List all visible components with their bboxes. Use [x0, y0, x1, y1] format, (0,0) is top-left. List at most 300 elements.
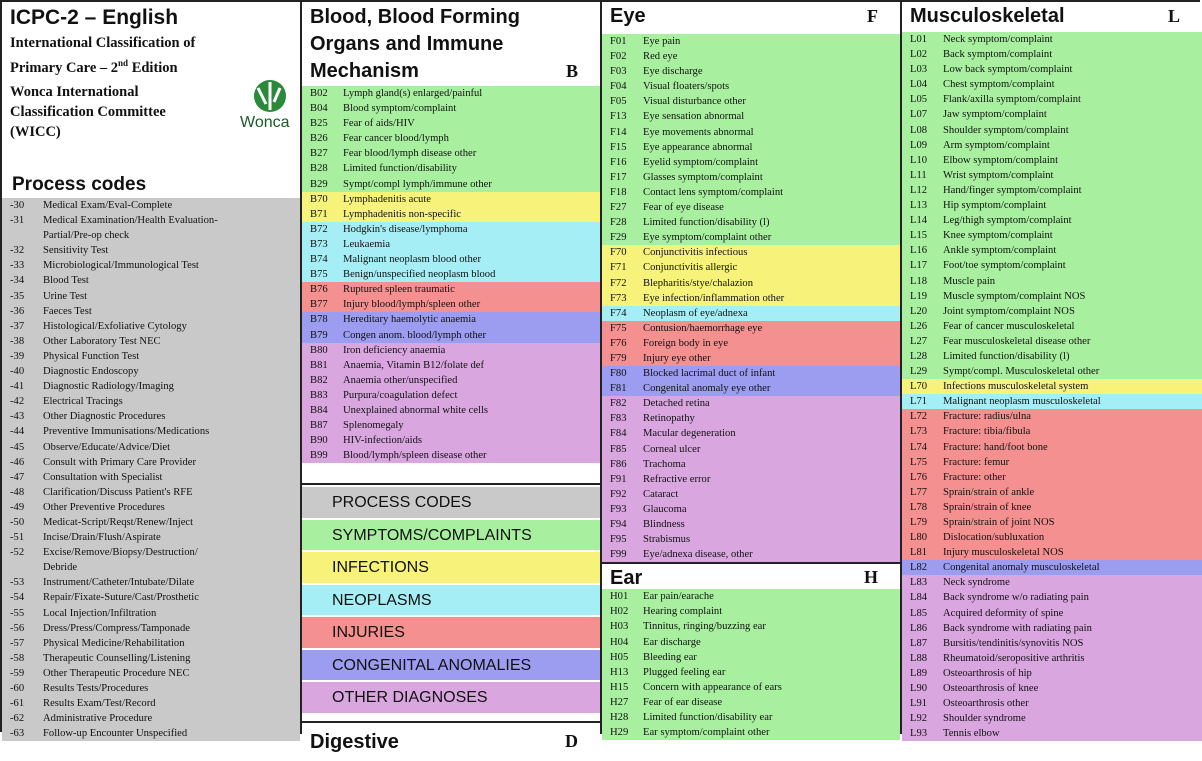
- chapter-letter-f: F: [867, 6, 878, 26]
- code-id: B29: [310, 178, 328, 190]
- code-id: L03: [910, 64, 928, 76]
- code-id: -61: [10, 698, 25, 710]
- code-label: Eyelid symptom/complaint: [643, 156, 759, 168]
- code-row: [902, 319, 1202, 334]
- code-row: [902, 228, 1202, 243]
- code-row: [602, 532, 900, 547]
- code-id: F99: [610, 549, 627, 561]
- code-row: [302, 101, 600, 116]
- code-row: [2, 198, 300, 213]
- code-row: [602, 185, 900, 200]
- code-label: Sensitivity Test: [43, 245, 109, 257]
- code-label: Jaw symptom/complaint: [943, 109, 1047, 121]
- musculoskeletal-code-list: [902, 32, 1202, 741]
- code-id: -56: [10, 622, 25, 634]
- code-row: [302, 312, 600, 327]
- code-row: [902, 32, 1202, 47]
- code-id: L13: [910, 200, 928, 212]
- code-label: Back symptom/complaint: [943, 49, 1053, 61]
- code-label: Dislocation/subluxation: [943, 532, 1045, 544]
- code-row: [902, 379, 1202, 394]
- ear-code-list: [602, 589, 900, 740]
- code-label: Neoplasm of eye/adnexa: [643, 307, 748, 319]
- code-row: [902, 47, 1202, 62]
- code-id: B76: [310, 284, 328, 296]
- code-id: H15: [610, 681, 629, 693]
- code-label: Benign/unspecified neoplasm blood: [343, 269, 496, 281]
- code-row: [902, 334, 1202, 349]
- code-row: [302, 131, 600, 146]
- code-row: [2, 364, 300, 379]
- code-row: [302, 433, 600, 448]
- code-label: Incise/Drain/Flush/Aspirate: [43, 532, 161, 544]
- code-row: [302, 207, 600, 222]
- code-row: [602, 34, 900, 49]
- code-label: Ear pain/earache: [643, 591, 714, 603]
- code-row: [2, 349, 300, 364]
- code-row: [902, 485, 1202, 500]
- code-id: B84: [310, 404, 328, 416]
- code-label: Elbow symptom/complaint: [943, 154, 1059, 166]
- code-id: F29: [610, 232, 627, 244]
- code-label: Cataract: [643, 488, 679, 500]
- code-row: [602, 487, 900, 502]
- code-id: F28: [610, 217, 627, 229]
- blood-code-list: [302, 86, 600, 463]
- code-id: F79: [610, 352, 627, 364]
- code-row: [2, 258, 300, 273]
- code-label: Fear of cancer musculoskeletal: [943, 320, 1075, 332]
- code-id: L26: [910, 320, 928, 332]
- code-row: [602, 79, 900, 94]
- code-id: -49: [10, 501, 25, 513]
- code-row: [902, 274, 1202, 289]
- code-row: [302, 297, 600, 312]
- code-id: B78: [310, 314, 328, 326]
- code-id: H03: [610, 621, 629, 633]
- code-id: L72: [910, 411, 928, 423]
- code-id: -41: [10, 381, 25, 393]
- code-id: B28: [310, 163, 328, 175]
- code-label: Ear discharge: [643, 636, 701, 648]
- code-row: [902, 258, 1202, 273]
- code-row: [902, 77, 1202, 92]
- code-row: [302, 86, 600, 101]
- code-id: L05: [910, 94, 928, 106]
- code-row: [2, 590, 300, 605]
- code-id: F18: [610, 186, 627, 198]
- code-id: B71: [310, 208, 328, 220]
- code-row: [602, 109, 900, 124]
- code-id: L02: [910, 49, 928, 61]
- code-row: [602, 589, 900, 604]
- org-line-3: (WICC): [10, 123, 61, 140]
- legend-item: SYMPTOMS/COMPLAINTS: [302, 520, 600, 553]
- code-label: Ear symptom/complaint other: [643, 727, 770, 739]
- code-id: H01: [610, 591, 629, 603]
- code-id: F70: [610, 247, 627, 259]
- code-row: [902, 711, 1202, 726]
- code-row: [902, 545, 1202, 560]
- code-label: Limited function/disability: [343, 163, 457, 175]
- code-label: Muscle pain: [943, 275, 996, 287]
- code-id: L28: [910, 350, 928, 362]
- code-id: L09: [910, 139, 928, 151]
- code-row: [902, 394, 1202, 409]
- code-id: L77: [910, 486, 928, 498]
- code-row: [602, 260, 900, 275]
- code-label: Eye pain: [643, 36, 681, 47]
- code-label: Follow-up Encounter Unspecified: [43, 728, 188, 740]
- code-id: F91: [610, 473, 627, 485]
- code-row: [2, 606, 300, 621]
- code-row: [2, 681, 300, 696]
- code-id: L85: [910, 607, 928, 619]
- code-label: Electrical Tracings: [43, 396, 123, 408]
- code-label: Eye symptom/complaint other: [643, 232, 772, 244]
- code-label: Osteoarthrosis other: [943, 698, 1029, 710]
- code-label: Fear of aids/HIV: [343, 118, 415, 130]
- code-id: L20: [910, 305, 928, 317]
- code-row: [302, 146, 600, 161]
- code-id: F86: [610, 458, 627, 470]
- code-id: H29: [610, 727, 629, 739]
- code-label: Faeces Test: [43, 305, 92, 317]
- legend-item: PROCESS CODES: [302, 487, 600, 520]
- code-row: [2, 289, 300, 304]
- code-row: [902, 409, 1202, 424]
- code-row: [602, 381, 900, 396]
- code-label: Acquired deformity of spine: [943, 607, 1064, 619]
- code-label: Back syndrome with radiating pain: [943, 622, 1092, 634]
- code-id: B72: [310, 223, 328, 235]
- code-row: [602, 215, 900, 230]
- code-label: Splenomegaly: [343, 420, 404, 432]
- code-label: Hand/finger symptom/complaint: [943, 184, 1082, 196]
- code-row: [602, 442, 900, 457]
- code-label: Congenital anomaly musculoskeletal: [943, 562, 1100, 574]
- code-row: [302, 116, 600, 131]
- code-row: [902, 590, 1202, 605]
- code-row: [602, 64, 900, 79]
- code-row: [602, 94, 900, 109]
- code-label: Unexplained abnormal white cells: [343, 404, 489, 416]
- column-blood: [302, 2, 602, 753]
- code-label: Osteoarthrosis of knee: [943, 683, 1039, 695]
- code-row: [902, 621, 1202, 636]
- code-id: -38: [10, 335, 25, 347]
- code-label: Consult with Primary Care Provider: [43, 456, 197, 468]
- code-id: -35: [10, 290, 25, 302]
- code-id: B26: [310, 133, 328, 145]
- code-label: Visual disturbance other: [643, 96, 746, 108]
- code-id: B79: [310, 329, 328, 341]
- code-id: -48: [10, 486, 25, 498]
- code-id: L92: [910, 713, 928, 725]
- code-id: L73: [910, 426, 928, 438]
- code-label: Glasses symptom/complaint: [643, 171, 763, 183]
- code-id: F95: [610, 534, 627, 546]
- code-row: [602, 140, 900, 155]
- code-label: Contact lens symptom/complaint: [643, 186, 784, 198]
- code-label: Red eye: [643, 51, 678, 63]
- code-label: Lymph gland(s) enlarged/painful: [343, 88, 483, 99]
- code-row: [902, 364, 1202, 379]
- code-label: Eye/adnexa disease, other: [643, 549, 753, 561]
- code-label: Neck symptom/complaint: [943, 34, 1053, 45]
- code-id: H05: [610, 651, 629, 663]
- code-id: F76: [610, 337, 627, 349]
- code-row: [302, 252, 600, 267]
- code-row: [2, 530, 300, 545]
- code-id: F84: [610, 428, 627, 440]
- code-row: [902, 530, 1202, 545]
- code-label: Congenital anomaly eye other: [643, 383, 771, 395]
- ear-header: [602, 562, 900, 589]
- code-label: Malignant neoplasm blood other: [343, 254, 481, 266]
- code-id: F02: [610, 51, 627, 63]
- code-label: Shoulder syndrome: [943, 713, 1026, 725]
- chapter-letter-b: B: [565, 61, 578, 81]
- code-row: [302, 388, 600, 403]
- code-id: -47: [10, 471, 25, 483]
- blood-title-line-3: Mechanism: [310, 60, 419, 82]
- code-label: Limited function/disability ear: [643, 712, 773, 724]
- code-row: [302, 403, 600, 418]
- code-id: H27: [610, 696, 629, 708]
- code-label: Microbiological/Immunological Test: [43, 260, 199, 272]
- code-id: -55: [10, 607, 25, 619]
- code-row: [2, 636, 300, 651]
- code-row: [602, 635, 900, 650]
- code-id: F03: [610, 66, 627, 78]
- code-label: Fracture: tibia/fibula: [943, 426, 1031, 438]
- column-musculoskeletal: [902, 2, 1202, 740]
- code-label: Administrative Procedure: [43, 713, 153, 725]
- code-label: Other Diagnostic Procedures: [43, 411, 166, 423]
- musculoskeletal-header: [902, 2, 1202, 32]
- code-id: L12: [910, 184, 928, 196]
- code-label: Blood/lymph/spleen disease other: [343, 450, 487, 462]
- code-id: L27: [910, 335, 928, 347]
- code-id: B90: [310, 435, 328, 447]
- code-id: -53: [10, 577, 25, 589]
- code-id: L91: [910, 698, 928, 710]
- code-label: Foreign body in eye: [643, 337, 729, 349]
- legend-item: CONGENITAL ANOMALIES: [302, 650, 600, 683]
- code-label: Injury eye other: [643, 352, 711, 364]
- code-label: Knee symptom/complaint: [943, 230, 1053, 242]
- code-row: [2, 319, 300, 334]
- section-title-process-codes: Process codes: [12, 174, 147, 195]
- code-label: Histological/Exfoliative Cytology: [43, 320, 187, 332]
- code-row: [2, 213, 300, 228]
- code-id: L75: [910, 456, 928, 468]
- code-row: [902, 304, 1202, 319]
- code-label: Partial/Pre-op check: [43, 230, 130, 242]
- code-id: B25: [310, 118, 328, 130]
- code-row: [602, 411, 900, 426]
- code-row: [2, 726, 300, 741]
- code-id: L83: [910, 577, 928, 589]
- eye-header: [602, 2, 900, 34]
- code-row: [602, 336, 900, 351]
- code-label: Conjunctivitis allergic: [643, 262, 738, 274]
- code-label: Sprain/strain of knee: [943, 501, 1032, 513]
- code-label: Glaucoma: [643, 503, 687, 515]
- code-label: Strabismus: [643, 534, 691, 546]
- code-row: [602, 230, 900, 245]
- code-id: B99: [310, 450, 328, 462]
- code-id: B73: [310, 238, 328, 250]
- code-row: [2, 560, 300, 575]
- code-row: [2, 621, 300, 636]
- code-id: -63: [10, 728, 25, 740]
- code-id: -36: [10, 305, 25, 317]
- code-id: L89: [910, 667, 928, 679]
- code-row: [902, 575, 1202, 590]
- code-id: F15: [610, 141, 627, 153]
- code-label: Dress/Press/Compress/Tamponade: [43, 622, 190, 634]
- code-row: [2, 334, 300, 349]
- code-label: Fracture: radius/ulna: [943, 411, 1031, 423]
- code-id: F13: [610, 111, 627, 123]
- code-label: Diagnostic Radiology/Imaging: [43, 381, 174, 393]
- code-row: [2, 575, 300, 590]
- code-id: F16: [610, 156, 627, 168]
- code-id: -62: [10, 713, 25, 725]
- code-label: Flank/axilla symptom/complaint: [943, 94, 1081, 106]
- code-row: [302, 192, 600, 207]
- code-id: F27: [610, 202, 627, 214]
- code-label: Rheumatoid/seropositive arthritis: [943, 652, 1085, 664]
- code-row: [2, 651, 300, 666]
- chapter-letter-h: H: [863, 567, 878, 588]
- code-id: F01: [610, 36, 627, 47]
- code-label: Plugged feeling ear: [643, 666, 726, 678]
- org-line-1: Wonca International: [10, 83, 139, 100]
- code-row: [602, 650, 900, 665]
- code-row: [902, 455, 1202, 470]
- code-label: Leg/thigh symptom/complaint: [943, 215, 1072, 227]
- legend-item: NEOPLASMS: [302, 585, 600, 618]
- code-row: [2, 545, 300, 560]
- chapter-letter-d: D: [565, 730, 578, 751]
- code-row: [902, 198, 1202, 213]
- code-id: L01: [910, 34, 928, 45]
- code-row: [602, 457, 900, 472]
- code-id: -51: [10, 532, 25, 544]
- code-row: [302, 282, 600, 297]
- code-id: L80: [910, 532, 928, 544]
- code-label: Urine Test: [43, 290, 88, 302]
- code-label: Limited function/disability (l): [943, 350, 1070, 362]
- code-row: [2, 424, 300, 439]
- code-label: Sprain/strain of joint NOS: [943, 517, 1055, 528]
- code-id: -57: [10, 637, 25, 649]
- code-label: Wrist symptom/complaint: [943, 169, 1054, 181]
- code-id: L19: [910, 290, 928, 302]
- code-id: -43: [10, 411, 25, 423]
- code-label: Concern with appearance of ears: [643, 681, 782, 693]
- code-id: -52: [10, 547, 25, 559]
- color-legend: [302, 487, 600, 715]
- code-label: Lymphadenitis acute: [343, 193, 431, 205]
- code-id: L84: [910, 592, 928, 604]
- code-id: L79: [910, 517, 928, 528]
- code-row: [302, 237, 600, 252]
- code-id: -46: [10, 456, 25, 468]
- code-id: L81: [910, 547, 928, 559]
- code-row: [602, 604, 900, 619]
- code-label: Blocked lacrimal duct of infant: [643, 368, 776, 380]
- code-label: Fracture: femur: [943, 456, 1010, 468]
- code-row: [302, 222, 600, 237]
- code-row: [302, 328, 600, 343]
- code-label: Diagnostic Endoscopy: [43, 366, 139, 378]
- code-label: Excise/Remove/Biopsy/Destruction/: [43, 547, 198, 559]
- code-row: [602, 170, 900, 185]
- code-label: Blepharitis/stye/chalazion: [643, 277, 754, 289]
- code-row: [902, 560, 1202, 575]
- code-label: Detached retina: [643, 398, 710, 410]
- code-row: [2, 273, 300, 288]
- code-id: B81: [310, 359, 328, 371]
- code-label: Infections musculoskeletal system: [943, 381, 1089, 393]
- code-id: B02: [310, 88, 328, 99]
- code-row: [302, 358, 600, 373]
- code-row: [2, 470, 300, 485]
- code-id: L11: [910, 169, 927, 181]
- code-row: [2, 228, 300, 243]
- code-row: [902, 213, 1202, 228]
- code-row: [902, 651, 1202, 666]
- code-label: Eye sensation abnormal: [643, 111, 745, 123]
- code-id: -42: [10, 396, 25, 408]
- code-row: [602, 200, 900, 215]
- code-label: Other Therapeutic Procedure NEC: [43, 667, 190, 679]
- code-row: [902, 470, 1202, 485]
- code-label: Corneal ulcer: [643, 443, 701, 455]
- code-row: [302, 177, 600, 192]
- code-label: Other Preventive Procedures: [43, 501, 165, 513]
- code-row: [302, 418, 600, 433]
- code-id: F81: [610, 383, 627, 395]
- code-label: Fear blood/lymph disease other: [343, 148, 477, 160]
- code-label: Blood symptom/complaint: [343, 103, 457, 115]
- code-id: L76: [910, 471, 928, 483]
- code-row: [902, 107, 1202, 122]
- code-row: [902, 440, 1202, 455]
- code-id: F94: [610, 519, 627, 530]
- code-id: B74: [310, 254, 328, 266]
- code-id: H13: [610, 666, 629, 678]
- code-row: [902, 153, 1202, 168]
- code-row: [902, 636, 1202, 651]
- code-id: L29: [910, 366, 928, 378]
- code-label: Congen anom. blood/lymph other: [343, 329, 487, 341]
- code-id: F85: [610, 443, 627, 455]
- blood-header: [302, 2, 600, 86]
- code-id: -39: [10, 350, 25, 362]
- code-row: [902, 349, 1202, 364]
- code-id: -60: [10, 683, 25, 694]
- code-id: L74: [910, 441, 928, 453]
- code-row: [302, 267, 600, 282]
- code-id: L86: [910, 622, 928, 634]
- code-row: [902, 243, 1202, 258]
- code-row: [602, 351, 900, 366]
